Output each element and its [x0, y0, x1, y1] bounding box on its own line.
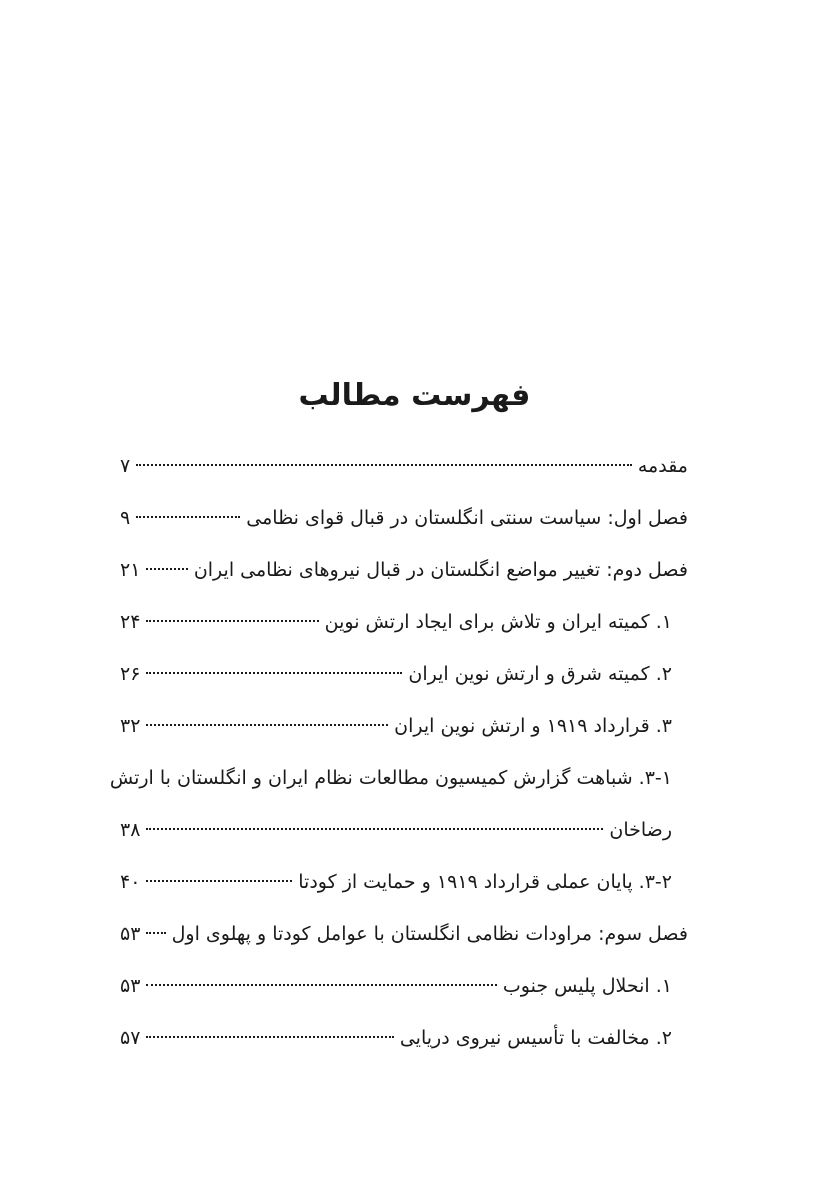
dot-leader: [146, 1036, 393, 1038]
toc-page-number: ۵۳: [120, 923, 141, 945]
dot-leader: [146, 880, 292, 882]
toc-entry-continuation[interactable]: [120, 804, 688, 856]
toc-entry-label: ۳-۱. شباهت گزارش کمیسیون مطالعات نظام ایران و انگلستان با ارتش: [109, 767, 672, 789]
toc-entry[interactable]: [120, 960, 688, 1012]
toc-page-number: ۹: [120, 507, 131, 529]
toc-entry-label: ۱. کمیته ایران و تلاش برای ایجاد ارتش نوین: [324, 611, 672, 633]
toc-entry-label: ۲. کمیته شرق و ارتش نوین ایران: [408, 663, 672, 685]
toc-page-number: ۷: [120, 455, 131, 477]
dot-leader: [146, 984, 497, 986]
toc-entry[interactable]: [120, 596, 688, 648]
dot-leader: [146, 672, 402, 674]
toc-entry[interactable]: [120, 856, 688, 908]
toc-page-number: ۳۲: [120, 715, 141, 737]
toc-page-number: ۲۴: [120, 611, 141, 633]
dot-leader: [146, 568, 187, 570]
toc-entry-first-line[interactable]: [109, 752, 688, 804]
dot-leader: [146, 932, 165, 934]
toc-page-number: ۳۸: [120, 819, 141, 841]
toc-entry[interactable]: [120, 648, 688, 700]
toc-entry[interactable]: [120, 908, 688, 960]
dot-leader: [146, 620, 318, 622]
toc-entry-label: مقدمه: [637, 455, 688, 477]
toc-page-number: ۲۶: [120, 663, 141, 685]
toc-page-number: ۵۷: [120, 1027, 141, 1049]
toc-entry[interactable]: [120, 544, 688, 596]
toc-entry-label: فصل اول: سیاست سنتی انگلستان در قبال قوای نظامی: [246, 507, 688, 529]
toc-entry-label: فصل سوم: مراودات نظامی انگلستان با عوامل کودتا و پهلوی اول: [171, 923, 688, 945]
toc-entry[interactable]: [120, 1012, 688, 1064]
dot-leader: [146, 828, 603, 830]
toc-page-number: ۲۱: [120, 559, 141, 581]
toc-entry[interactable]: [120, 440, 688, 492]
page-title: فهرست مطالب: [298, 378, 531, 413]
toc-entry-label: ۳-۲. پایان عملی قرارداد ۱۹۱۹ و حمایت از کودتا: [298, 871, 672, 893]
toc-entry-label: فصل دوم: تغییر مواضع انگلستان در قبال نیروهای نظامی ایران: [193, 559, 688, 581]
toc-entry-label: ۳. قرارداد ۱۹۱۹ و ارتش نوین ایران: [394, 715, 672, 737]
dot-leader: [136, 516, 240, 518]
toc-entry-label: ۲. مخالفت با تأسیس نیروی دریایی: [399, 1027, 672, 1049]
dot-leader: [136, 464, 632, 466]
toc-entry[interactable]: [120, 700, 688, 752]
table-of-contents: [109, 440, 688, 1064]
toc-page-number: ۵۳: [120, 975, 141, 997]
toc-page-number: ۴۰: [120, 871, 141, 893]
toc-entry-label-continuation: رضاخان: [609, 819, 672, 841]
toc-entry-label: ۱. انحلال پلیس جنوب: [502, 975, 672, 997]
dot-leader: [146, 724, 388, 726]
toc-entry[interactable]: [120, 492, 688, 544]
